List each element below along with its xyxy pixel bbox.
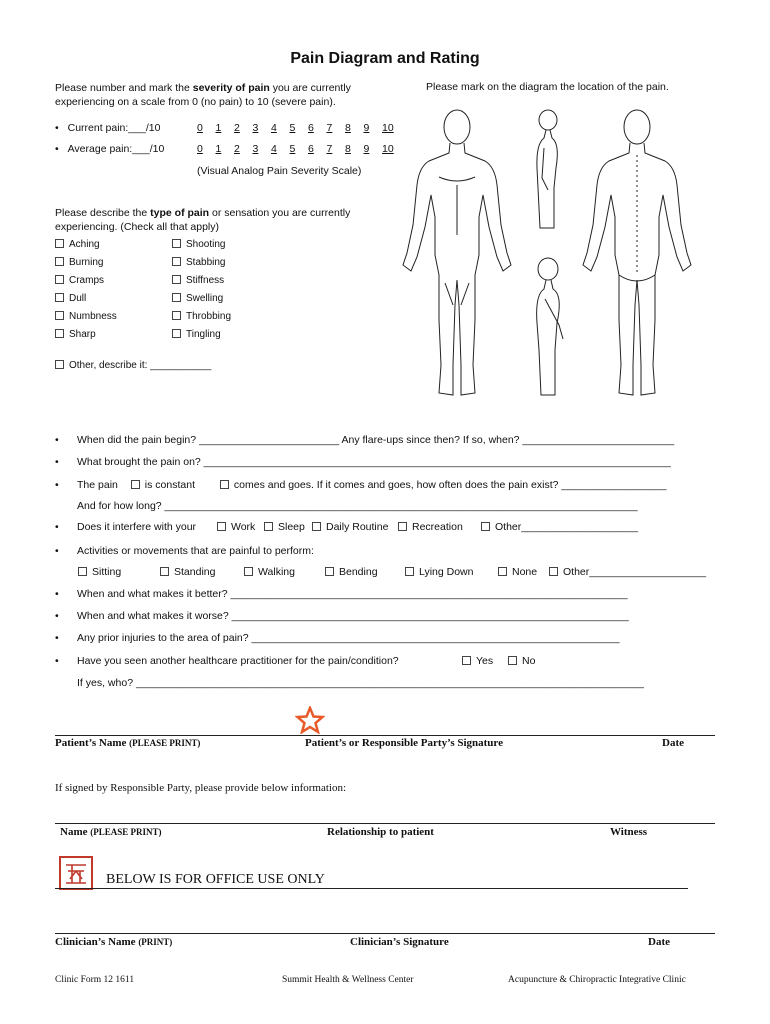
option-burning[interactable]: Burning xyxy=(55,257,103,268)
activity-other[interactable]: Other____________________ xyxy=(549,566,706,578)
scale-number[interactable]: 8 xyxy=(345,143,351,155)
patient-name-label: Patient’s Name (PLEASE PRINT) xyxy=(55,737,201,749)
checkbox[interactable] xyxy=(325,567,334,576)
checkbox[interactable] xyxy=(264,522,273,531)
scale-number[interactable]: 4 xyxy=(271,143,277,155)
scale-number[interactable]: 3 xyxy=(252,122,259,134)
scale-number[interactable]: 2 xyxy=(234,122,240,134)
footer-clinic-name: Acupuncture & Chiropractic Integrative Clinic xyxy=(508,975,686,985)
office-use-divider xyxy=(55,888,688,889)
type-intro-a: Please describe the xyxy=(55,207,151,219)
activity-none[interactable]: None xyxy=(498,566,537,578)
checkbox[interactable] xyxy=(55,360,64,369)
interfere-recreation[interactable]: Recreation xyxy=(398,521,463,533)
checkbox[interactable] xyxy=(172,293,181,302)
interfere-work[interactable]: Work xyxy=(217,521,255,533)
name-label: Name (PLEASE PRINT) xyxy=(60,826,162,838)
option-cramps[interactable]: Cramps xyxy=(55,275,104,286)
bullet: • xyxy=(55,143,59,155)
scale-number[interactable]: 2 xyxy=(234,143,240,155)
checkbox[interactable] xyxy=(55,257,64,266)
checkbox[interactable] xyxy=(172,311,181,320)
checkbox[interactable] xyxy=(172,275,181,284)
bullet: • xyxy=(55,122,59,134)
checkbox[interactable] xyxy=(172,329,181,338)
clinician-name-label: Clinician’s Name (PRINT) xyxy=(55,936,173,948)
scale-number[interactable]: 3 xyxy=(252,143,259,155)
checkbox[interactable] xyxy=(244,567,253,576)
footer-form-id: Clinic Form 12 1611 xyxy=(55,975,135,985)
checkbox[interactable] xyxy=(55,275,64,284)
scale-caption: (Visual Analog Pain Severity Scale) xyxy=(197,165,362,177)
current-pain-row xyxy=(55,122,160,134)
clinician-line[interactable] xyxy=(55,933,715,934)
practitioner-yes[interactable]: Yes xyxy=(462,655,493,667)
responsible-party-note: If signed by Responsible Party, please provide below information: xyxy=(55,782,347,794)
type-intro-c: or sensation you are currently xyxy=(209,207,351,219)
option-swelling[interactable]: Swelling xyxy=(172,293,223,304)
clinic-seal-icon xyxy=(58,855,94,891)
clinician-date-label: Date xyxy=(648,936,670,948)
checkbox[interactable] xyxy=(549,567,558,576)
diagram-instruction: Please mark on the diagram the location of the pain. xyxy=(426,81,669,93)
severity-intro-bold: severity of pain xyxy=(192,82,270,94)
interfere-other[interactable]: Other____________________ xyxy=(481,521,638,533)
checkbox[interactable] xyxy=(78,567,87,576)
checkbox[interactable] xyxy=(498,567,507,576)
pain-comes-goes-option[interactable]: comes and goes. If it comes and goes, how often does the pain exist? __________________ xyxy=(220,479,667,491)
checkbox[interactable] xyxy=(220,480,229,489)
patient-signature-label: Patient’s or Responsible Party’s Signature xyxy=(305,737,503,749)
scale-number[interactable]: 9 xyxy=(363,143,370,155)
page-title: Pain Diagram and Rating xyxy=(290,50,480,67)
responsible-line[interactable] xyxy=(55,823,715,824)
scale-number[interactable]: 9 xyxy=(363,122,370,134)
option-other[interactable]: Other, describe it: ___________ xyxy=(55,360,211,371)
average-pain-scale[interactable] xyxy=(197,143,401,155)
scale-number[interactable]: 5 xyxy=(289,143,296,155)
checkbox[interactable] xyxy=(481,522,490,531)
scale-number[interactable]: 5 xyxy=(289,122,296,134)
scale-number[interactable]: 4 xyxy=(271,122,277,134)
checkbox[interactable] xyxy=(55,329,64,338)
activity-bending[interactable]: Bending xyxy=(325,566,378,578)
checkbox[interactable] xyxy=(55,293,64,302)
option-throbbing[interactable]: Throbbing xyxy=(172,311,231,322)
activity-sitting[interactable]: Sitting xyxy=(78,566,121,578)
pain-constant-option[interactable]: is constant xyxy=(131,479,195,491)
activity-lying-down[interactable]: Lying Down xyxy=(405,566,473,578)
scale-number[interactable]: 6 xyxy=(308,122,314,134)
checkbox[interactable] xyxy=(160,567,169,576)
body-back-figure[interactable] xyxy=(575,105,705,405)
activity-standing[interactable]: Standing xyxy=(160,566,215,578)
interfere-sleep[interactable]: Sleep xyxy=(264,521,305,533)
option-stiffness[interactable]: Stiffness xyxy=(172,275,224,286)
body-side-figure[interactable] xyxy=(528,108,568,233)
current-pain-field[interactable]: Current pain:___/10 xyxy=(67,122,161,134)
relationship-label: Relationship to patient xyxy=(327,826,434,838)
scale-number[interactable]: 7 xyxy=(326,122,333,134)
activity-walking[interactable]: Walking xyxy=(244,566,295,578)
checkbox[interactable] xyxy=(508,656,517,665)
footer-center-name: Summit Health & Wellness Center xyxy=(282,975,414,985)
interfere-daily-routine[interactable]: Daily Routine xyxy=(312,521,388,533)
body-side-figure-lower[interactable] xyxy=(525,255,575,400)
option-numbness[interactable]: Numbness xyxy=(55,311,117,322)
checkbox[interactable] xyxy=(217,522,226,531)
scale-number[interactable]: 10 xyxy=(382,143,394,155)
scale-number[interactable]: 1 xyxy=(215,143,222,155)
scale-number[interactable]: 0 xyxy=(197,143,203,155)
date-label: Date xyxy=(662,737,684,749)
type-intro-bold: type of pain xyxy=(150,207,210,219)
option-dull[interactable]: Dull xyxy=(55,293,86,304)
current-pain-scale[interactable] xyxy=(197,122,401,134)
witness-label: Witness xyxy=(610,826,648,838)
checkbox[interactable] xyxy=(172,257,181,266)
scale-number[interactable]: 6 xyxy=(308,143,314,155)
pain-type-instructions xyxy=(55,206,395,234)
severity-instructions xyxy=(55,81,395,109)
signature-line[interactable] xyxy=(55,735,715,736)
scale-number[interactable]: 7 xyxy=(326,143,333,155)
option-shooting[interactable]: Shooting xyxy=(172,239,225,250)
checkbox[interactable] xyxy=(312,522,321,531)
checkbox[interactable] xyxy=(398,522,407,531)
severity-intro-c: you are currently xyxy=(269,82,351,94)
checkbox[interactable] xyxy=(172,239,181,248)
severity-intro-d: experiencing on a scale from 0 (no pain) to 10 (severe pain). xyxy=(55,96,336,108)
body-front-figure[interactable] xyxy=(395,105,525,405)
scale-number[interactable]: 0 xyxy=(197,122,203,134)
checkbox[interactable] xyxy=(462,656,471,665)
option-tingling[interactable]: Tingling xyxy=(172,329,221,340)
scale-number[interactable]: 8 xyxy=(345,122,351,134)
severity-intro-a: Please number and mark the xyxy=(55,82,193,94)
average-pain-field[interactable]: Average pain:___/10 xyxy=(67,143,165,155)
scale-number[interactable]: 10 xyxy=(382,122,394,134)
scale-number[interactable]: 1 xyxy=(215,122,222,134)
sign-here-star-icon xyxy=(295,706,325,734)
checkbox[interactable] xyxy=(55,239,64,248)
option-sharp[interactable]: Sharp xyxy=(55,329,96,340)
practitioner-no[interactable]: No xyxy=(508,655,535,667)
checkbox[interactable] xyxy=(131,480,140,489)
checkbox[interactable] xyxy=(55,311,64,320)
clinician-signature-label: Clinician’s Signature xyxy=(350,936,449,948)
type-intro-d: experiencing. (Check all that apply) xyxy=(55,221,220,233)
office-use-heading: BELOW IS FOR OFFICE USE ONLY xyxy=(106,872,325,887)
checkbox[interactable] xyxy=(405,567,414,576)
option-stabbing[interactable]: Stabbing xyxy=(172,257,225,268)
average-pain-row xyxy=(55,143,164,155)
option-aching[interactable]: Aching xyxy=(55,239,100,250)
